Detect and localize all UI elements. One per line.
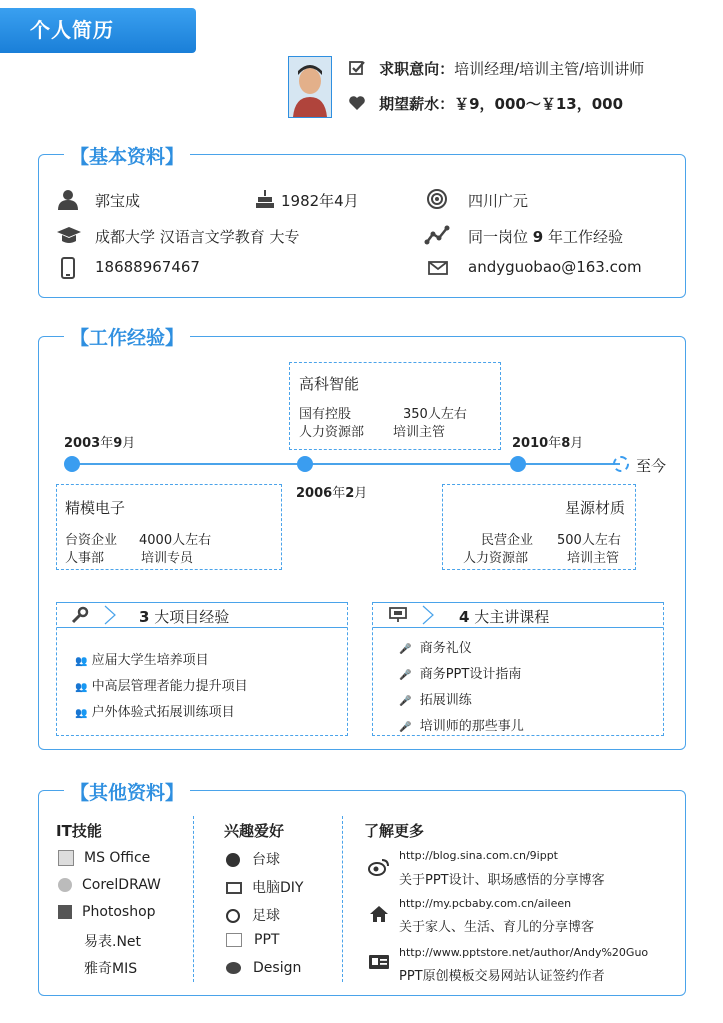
microphone-icon: 🎤 [399,696,412,707]
list-item [399,637,472,656]
timeline-dot-now [613,456,629,472]
project-text: 中高层管理者能力提升项目 [91,679,248,694]
hobby-text: PPT [254,932,280,948]
courses-label: 大主讲课程 [474,608,550,626]
office-icon [58,850,74,866]
job-size: 4000人左右 [139,533,212,548]
job-dept: 人事部 [65,551,105,566]
date-year-char: 年 [332,486,346,501]
phone-text: 18688967467 [95,258,200,276]
home-icon [369,905,389,927]
list-item [226,849,280,869]
date-now: 至今 [636,457,667,475]
people-icon: 👥 [75,656,88,667]
microphone-icon: 🎤 [399,722,412,733]
skill-text: Photoshop [82,904,156,920]
date-month: 2 [345,486,355,501]
job-card-1 [56,484,282,570]
chevron-right-icon [421,605,435,629]
id-card-icon [368,954,390,974]
column-divider [193,816,194,982]
date-2010-08 [512,432,583,451]
course-text: 商务礼仪 [419,641,472,656]
job-intent-label: 求职意向： [379,60,455,78]
date-year: 2010 [512,436,549,451]
monitor-icon [226,882,242,894]
experience-prefix: 同一岗位 [468,228,529,246]
job-dept: 人力资源部 [463,551,529,566]
job-card-2 [289,362,501,450]
skill-text: MS Office [84,850,151,866]
timeline-dot-2010 [510,456,526,472]
date-month-char: 月 [122,436,136,451]
mobile-phone-icon [60,257,76,283]
avatar-portrait [289,57,331,117]
date-2006-02 [296,482,367,501]
job-company: 高科智能 [299,375,360,393]
name-text: 郭宝成 [95,192,141,210]
list-item [399,663,521,682]
people-icon: 👥 [75,708,88,719]
projects-card [56,602,348,736]
presentation-board-icon [389,607,407,627]
job-intent-value: 培训经理/培训主管/培训讲师 [454,60,645,78]
weibo-icon [368,858,390,880]
page-title: 个人简历 [30,18,114,42]
job-company: 精模电子 [65,499,126,517]
date-month: 9 [113,436,123,451]
date-year-char: 年 [548,436,562,451]
course-text: 拓展训练 [419,693,472,708]
person-icon [56,188,80,214]
birthday-cake-icon [254,188,276,214]
email-text[interactable]: andyguobao@163.com [468,258,642,276]
salary-row [348,93,623,116]
basic-info-title: 【基本资料】 [64,142,190,169]
salary-label: 期望薪水： [379,95,455,113]
list-item [226,932,279,948]
list-item [399,715,524,734]
job-type: 台资企业 [65,533,118,548]
list-item [58,877,161,893]
heart-icon [348,94,366,116]
link-url[interactable]: http://blog.sina.com.cn/9ippt [399,849,558,862]
link-desc: 关于PPT设计、职场感悟的分享博客 [399,873,605,888]
chevron-right-icon [103,605,117,629]
people-icon: 👥 [75,682,88,693]
list-item [226,960,301,976]
checkbox-icon [348,59,366,81]
link-desc: 关于家人、生活、育儿的分享博客 [399,920,595,935]
job-type: 国有控股 [299,407,352,422]
hometown-text: 四川广元 [468,192,529,210]
link-desc: PPT原创模板交易网站认证签约作者 [399,969,605,984]
experience-suffix: 年工作经验 [548,228,624,246]
list-item [58,904,156,920]
skill-text: 雅奇MIS [84,961,138,977]
date-month-char: 月 [570,436,584,451]
job-role: 培训主管 [393,425,446,440]
date-year: 2003 [64,436,101,451]
microphone-icon: 🎤 [399,670,412,681]
birth-text: 1982年4月 [281,192,359,210]
list-item [58,850,150,866]
work-experience-title: 【工作经验】 [64,323,190,350]
job-dept: 人力资源部 [299,425,365,440]
date-month: 8 [561,436,571,451]
column-divider [342,816,343,982]
date-year: 2006 [296,486,333,501]
hobby-text: 足球 [252,908,280,924]
skill-text: 易表.Net [84,934,142,950]
header-banner [0,8,196,53]
list-item [226,877,303,897]
job-role: 培训专员 [141,551,194,566]
link-url[interactable]: http://www.pptstore.net/author/Andy%20Guo [399,946,649,959]
timeline-dot-2006 [297,456,313,472]
billiard-ball-icon [226,853,240,867]
job-intent-row [348,58,644,81]
job-size: 350人左右 [403,407,467,422]
timeline-dot-2003 [64,456,80,472]
project-text: 应届大学生培养项目 [91,653,209,668]
job-role: 培训主管 [567,551,620,566]
avatar [288,56,332,118]
salary-value: ￥9，000～￥13，000 [454,95,624,113]
job-card-3 [442,484,636,570]
experience-text [468,226,623,247]
skill-text: CorelDRAW [82,877,161,893]
job-size: 500人左右 [557,533,621,548]
education-text: 成都大学 汉语言文学教育 大专 [95,228,300,246]
date-year-char: 年 [100,436,114,451]
target-location-icon [426,188,448,214]
it-skills-title: IT技能 [56,822,102,840]
other-info-title: 【其他资料】 [64,778,190,805]
courses-card [372,602,664,736]
hobby-text: Design [253,960,302,976]
envelope-icon [428,260,448,280]
wrench-icon [71,606,89,628]
list-item [399,689,472,708]
date-2003-09 [64,432,135,451]
list-item [75,701,235,720]
microphone-icon: 🎤 [399,644,412,655]
list-item [84,958,137,978]
job-company: 星源材质 [564,499,625,517]
course-text: 培训师的那些事儿 [419,719,524,734]
link-url[interactable]: http://my.pcbaby.com.cn/aileen [399,897,572,910]
list-item [84,931,141,951]
timeline-line [72,463,620,465]
courses-count: 4 [459,608,470,626]
projects-label: 大项目经验 [154,608,230,626]
hobbies-title: 兴趣爱好 [224,822,285,840]
hobby-text: 电脑DIY [252,880,304,896]
coreldraw-icon [58,878,72,892]
job-type: 民营企业 [481,533,534,548]
project-text: 户外体验式拓展训练项目 [91,705,235,720]
graduation-cap-icon [56,225,82,249]
projects-title [139,606,229,627]
experience-years: 9 [532,228,544,246]
hobby-text: 台球 [252,852,280,868]
list-item [226,905,280,925]
list-item [75,649,209,668]
photoshop-icon [58,905,72,919]
projects-count: 3 [139,608,150,626]
palette-icon [226,962,241,974]
soccer-ball-icon [226,909,240,923]
trend-line-icon [424,224,450,250]
course-text: 商务PPT设计指南 [419,667,522,682]
learn-more-title: 了解更多 [364,822,425,840]
date-month-char: 月 [354,486,368,501]
ppt-icon [226,933,242,947]
list-item [75,675,248,694]
courses-title [459,606,549,627]
